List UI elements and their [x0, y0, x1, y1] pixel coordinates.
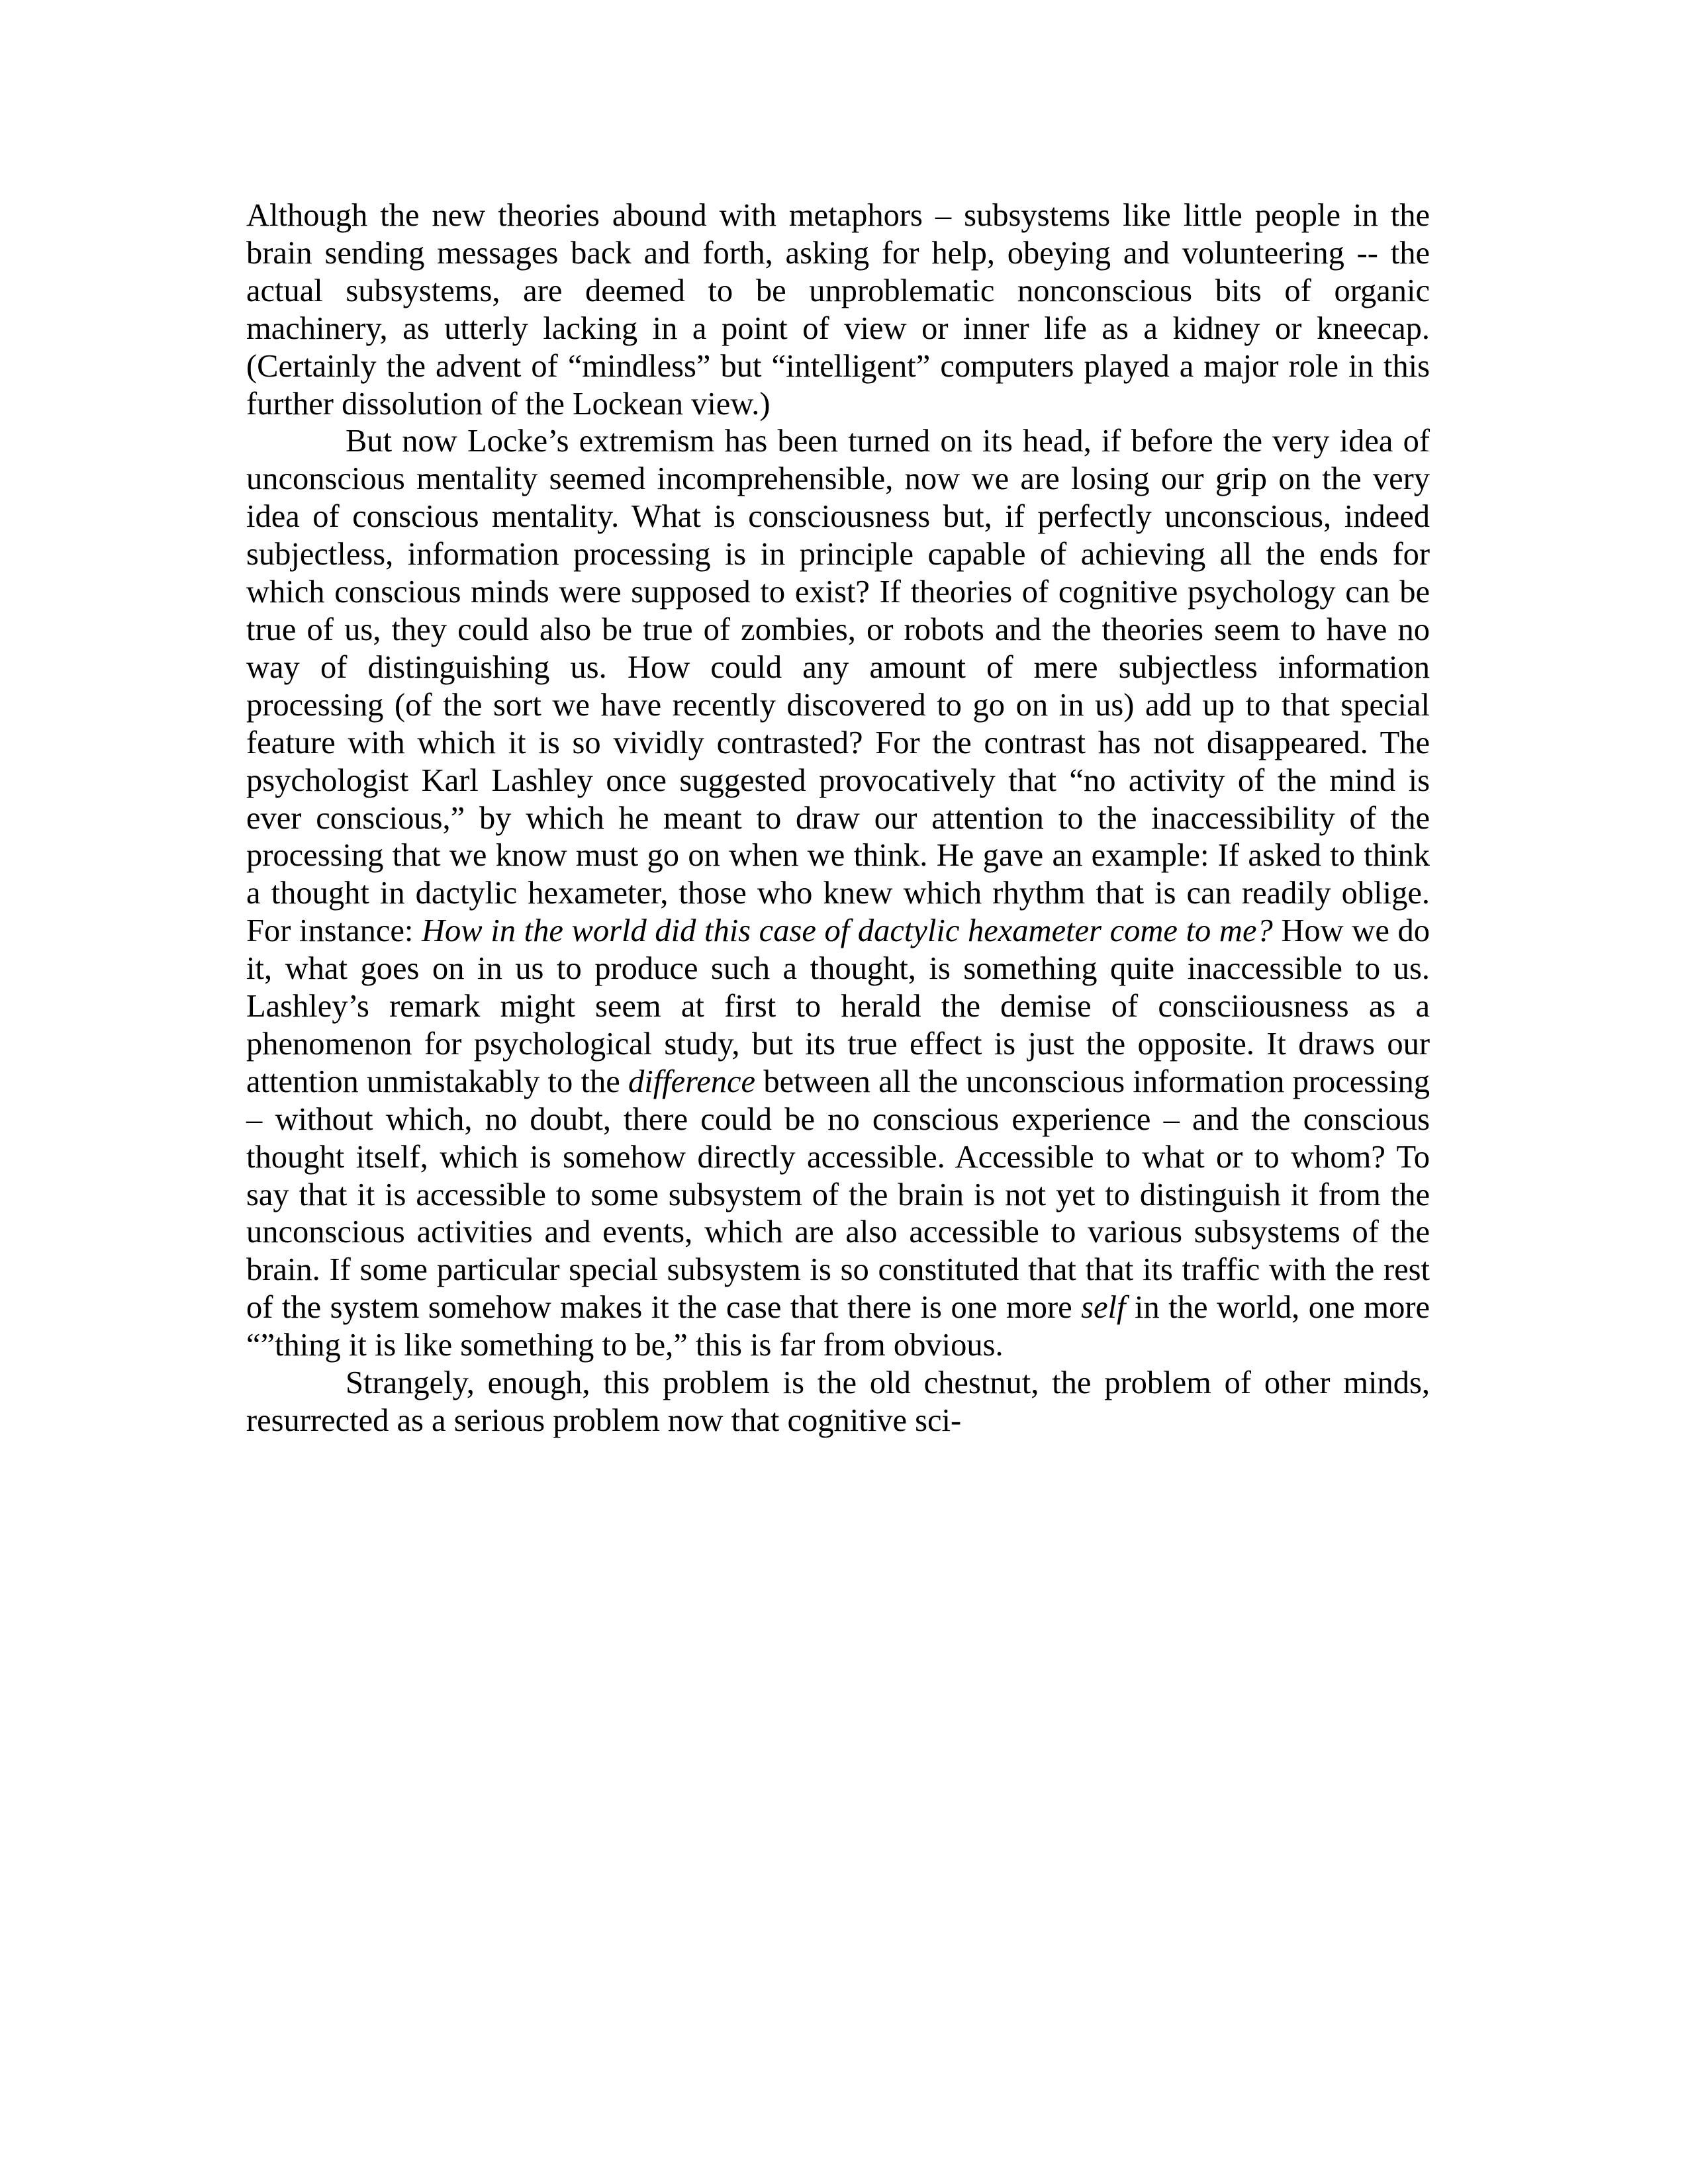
paragraph-2-text-a: But now Locke’s extremism has been turned on its head, if before the very idea of unconscious mentality seemed incomprehensible, now we are losing our grip on the very idea of conscious mentality. What is consciousness but, if perfectly unconscious, indeed subjectless, information processing is in principle capable of achieving all the ends for which conscious minds were supposed to exist? If theories of cognitive psychology can be true of us, they could also be true of zombies, or robots and the theories seem to have no way of distinguishing us. How could any amount of mere subjectless information processing (of the sort we have recently discovered to go on in us) add up to that special feature with which it is so vividly contrasted? For the contrast has not disappeared. The psychologist Karl Lashley once suggested provocatively that “no activity of the mind is ever conscious,” by which he meant to draw our attention to the inaccessibility of the processing that we know must go on when we think. He gave an example: If asked to think a thought in dactylic hexameter, those who knew which rhythm that is can readily oblige. For instance:: [246, 424, 1430, 949]
emphasis-self: self: [1081, 1290, 1126, 1326]
paragraph-2-text-d: in the world, one more “”thing it is like something to be,” this is far from obvious.: [246, 1290, 1430, 1363]
body-text: [246, 197, 1430, 1440]
paragraph-2: [246, 423, 1430, 1365]
emphasis-difference: difference: [628, 1064, 756, 1099]
paragraph-3: [246, 1365, 1430, 1440]
paragraph-2-text-c: between all the unconscious information processing – without which, no doubt, there could be no conscious experience – and the conscious thought itself, which is somehow directly accessible. Accessible to what or to whom? To say that it is accessible to some subsystem of the brain is not yet to distinguish it from the unconscious activities and events, which are also accessible to various subsystems of the brain. If some particular special subsystem is so constituted that that its traffic with the rest of the system somehow makes it the case that there is one more: [246, 1064, 1430, 1326]
paragraph-1: [246, 197, 1430, 423]
paragraph-3-text: Strangely, enough, this problem is the old chestnut, the problem of other minds, resurrected as a serious problem now that cognitive sci-: [246, 1365, 1430, 1438]
paragraph-2-text-b: How we do it, what goes on in us to produce such a thought, is something quite inaccessible to us. Lashley’s remark might seem at first to herald the demise of consciiousness as a phenomenon for psychological study, but its true effect is just the opposite. It draws our attention unmistakably to the: [246, 913, 1430, 1099]
hexameter-example: How in the world did this case of dactylic hexameter come to me?: [422, 913, 1273, 949]
paragraph-1-text: Although the new theories abound with metaphors – subsystems like little people in the brain sending messages back and forth, asking for help, obeying and volunteering -- the actual subsystems, are deemed to be unproblematic nonconscious bits of organic machinery, as utterly lacking in a point of view or inner life as a kidney or kneecap. (Certainly the advent of “mindless” but “intelligent” computers played a major role in this further dissolution of the Lockean view.): [246, 198, 1430, 422]
